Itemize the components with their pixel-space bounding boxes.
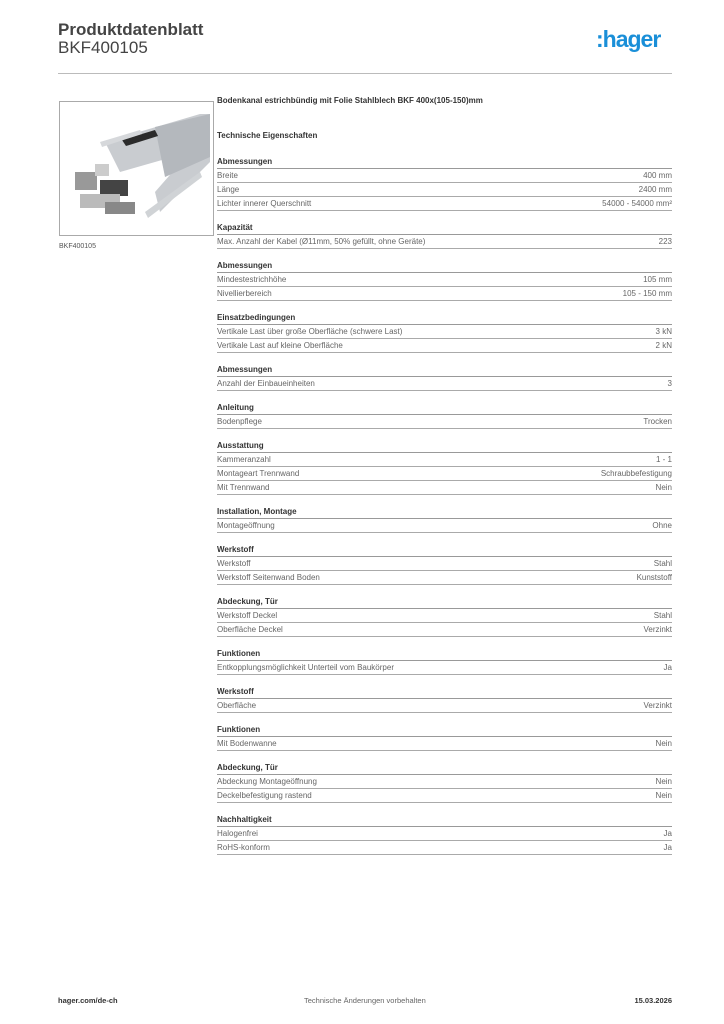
spec-value: Verzinkt <box>643 625 672 634</box>
spec-value: Kunststoff <box>636 573 672 582</box>
spec-value: Ja <box>663 843 672 852</box>
section-heading: Installation, Montage <box>217 506 672 519</box>
section-heading: Funktionen <box>217 724 672 737</box>
spec-value: Nein <box>655 483 672 492</box>
spec-label: Max. Anzahl der Kabel (Ø11mm, 50% gefüllt, ohne Geräte) <box>217 237 426 246</box>
spec-row <box>217 287 672 301</box>
spec-label: Oberfläche <box>217 701 257 710</box>
spec-value: Nein <box>655 791 672 800</box>
spec-label: Vertikale Last über große Oberfläche (schwere Last) <box>217 327 403 336</box>
spec-value: Trocken <box>643 417 672 426</box>
section-heading: Einsatzbedingungen <box>217 312 672 325</box>
section-heading: Werkstoff <box>217 544 672 557</box>
spec-row <box>217 609 672 623</box>
spec-section <box>217 596 672 637</box>
spec-value: Stahl <box>653 611 672 620</box>
spec-row <box>217 623 672 637</box>
section-heading: Werkstoff <box>217 686 672 699</box>
spec-row <box>217 481 672 495</box>
spec-value: 54000 - 54000 mm² <box>602 199 672 208</box>
section-heading: Anleitung <box>217 402 672 415</box>
spec-label: Werkstoff <box>217 559 251 568</box>
spec-label: Montageöffnung <box>217 521 275 530</box>
section-heading: Abdeckung, Tür <box>217 596 672 609</box>
section-heading: Ausstattung <box>217 440 672 453</box>
spec-row <box>217 557 672 571</box>
spec-row <box>217 169 672 183</box>
spec-row <box>217 235 672 249</box>
spec-label: Abdeckung Montageöffnung <box>217 777 317 786</box>
footer-disclaimer: Technische Änderungen vorbehalten <box>304 996 426 1005</box>
footer-date: 15.03.2026 <box>634 996 672 1005</box>
image-caption: BKF400105 <box>59 243 96 250</box>
spec-value: 2400 mm <box>638 185 672 194</box>
hager-logo: :hager <box>596 26 661 52</box>
spec-section <box>217 312 672 353</box>
spec-label: Mit Bodenwanne <box>217 739 277 748</box>
spec-row <box>217 789 672 803</box>
spec-section <box>217 724 672 751</box>
spec-section <box>217 814 672 855</box>
section-heading: Abdeckung, Tür <box>217 762 672 775</box>
spec-label: Deckelbefestigung rastend <box>217 791 312 800</box>
spec-section <box>217 260 672 301</box>
spec-row <box>217 273 672 287</box>
spec-label: Vertikale Last auf kleine Oberfläche <box>217 341 343 350</box>
spec-row <box>217 737 672 751</box>
spec-section <box>217 402 672 429</box>
tech-heading: Technische Eigenschaften <box>217 131 318 140</box>
spec-value: Nein <box>655 777 672 786</box>
section-heading: Nachhaltigkeit <box>217 814 672 827</box>
spec-row <box>217 841 672 855</box>
spec-row <box>217 467 672 481</box>
spec-value: 3 kN <box>655 327 672 336</box>
spec-label: Mindestestrichhöhe <box>217 275 287 284</box>
footer-website-link[interactable]: hager.com/de-ch <box>58 996 118 1005</box>
section-heading: Abmessungen <box>217 260 672 273</box>
spec-value: 1 - 1 <box>655 455 672 464</box>
spec-label: Breite <box>217 171 238 180</box>
spec-value: Nein <box>655 739 672 748</box>
spec-value: Verzinkt <box>643 701 672 710</box>
spec-row <box>217 453 672 467</box>
spec-label: Halogenfrei <box>217 829 258 838</box>
spec-label: Werkstoff Seitenwand Boden <box>217 573 320 582</box>
spec-row <box>217 183 672 197</box>
spec-content <box>217 95 672 855</box>
spec-label: Anzahl der Einbaueinheiten <box>217 379 315 388</box>
spec-label: RoHS-konform <box>217 843 270 852</box>
spec-section <box>217 648 672 675</box>
spec-label: Bodenpflege <box>217 417 262 426</box>
spec-row <box>217 377 672 391</box>
section-heading: Abmessungen <box>217 156 672 169</box>
spec-value: 223 <box>658 237 672 246</box>
product-code: BKF400105 <box>58 38 148 57</box>
spec-row <box>217 775 672 789</box>
spec-label: Montageart Trennwand <box>217 469 300 478</box>
section-heading: Abmessungen <box>217 364 672 377</box>
spec-label: Kammeranzahl <box>217 455 271 464</box>
spec-row <box>217 519 672 533</box>
spec-value: Schraubbefestigung <box>600 469 672 478</box>
section-heading: Kapazität <box>217 222 672 235</box>
spec-section <box>217 506 672 533</box>
spec-section <box>217 440 672 495</box>
spec-section <box>217 364 672 391</box>
spec-value: Ja <box>663 829 672 838</box>
product-image <box>59 101 214 236</box>
spec-row <box>217 661 672 675</box>
spec-section <box>217 222 672 249</box>
spec-row <box>217 699 672 713</box>
spec-value: 400 mm <box>643 171 672 180</box>
spec-value: 105 mm <box>643 275 672 284</box>
section-heading: Funktionen <box>217 648 672 661</box>
page-title: Produktdatenblatt <box>58 20 204 39</box>
spec-row <box>217 197 672 211</box>
spec-value: 105 - 150 mm <box>622 289 672 298</box>
header-divider <box>58 73 672 74</box>
spec-label: Nivellierbereich <box>217 289 272 298</box>
spec-label: Lichter innerer Querschnitt <box>217 199 312 208</box>
spec-value: 3 <box>667 379 672 388</box>
product-title: Bodenkanal estrichbündig mit Folie Stahlblech BKF 400x(105-150)mm <box>217 96 483 105</box>
spec-label: Entkopplungsmöglichkeit Unterteil vom Baukörper <box>217 663 394 672</box>
spec-value: Stahl <box>653 559 672 568</box>
spec-label: Länge <box>217 185 240 194</box>
spec-value: 2 kN <box>655 341 672 350</box>
spec-label: Werkstoff Deckel <box>217 611 278 620</box>
spec-label: Mit Trennwand <box>217 483 270 492</box>
spec-value: Ja <box>663 663 672 672</box>
spec-section <box>217 762 672 803</box>
spec-row <box>217 415 672 429</box>
spec-row <box>217 571 672 585</box>
spec-section <box>217 544 672 585</box>
spec-section <box>217 686 672 713</box>
spec-row <box>217 339 672 353</box>
spec-value: Ohne <box>652 521 672 530</box>
spec-section <box>217 156 672 211</box>
spec-label: Oberfläche Deckel <box>217 625 283 634</box>
spec-row <box>217 325 672 339</box>
spec-row <box>217 827 672 841</box>
